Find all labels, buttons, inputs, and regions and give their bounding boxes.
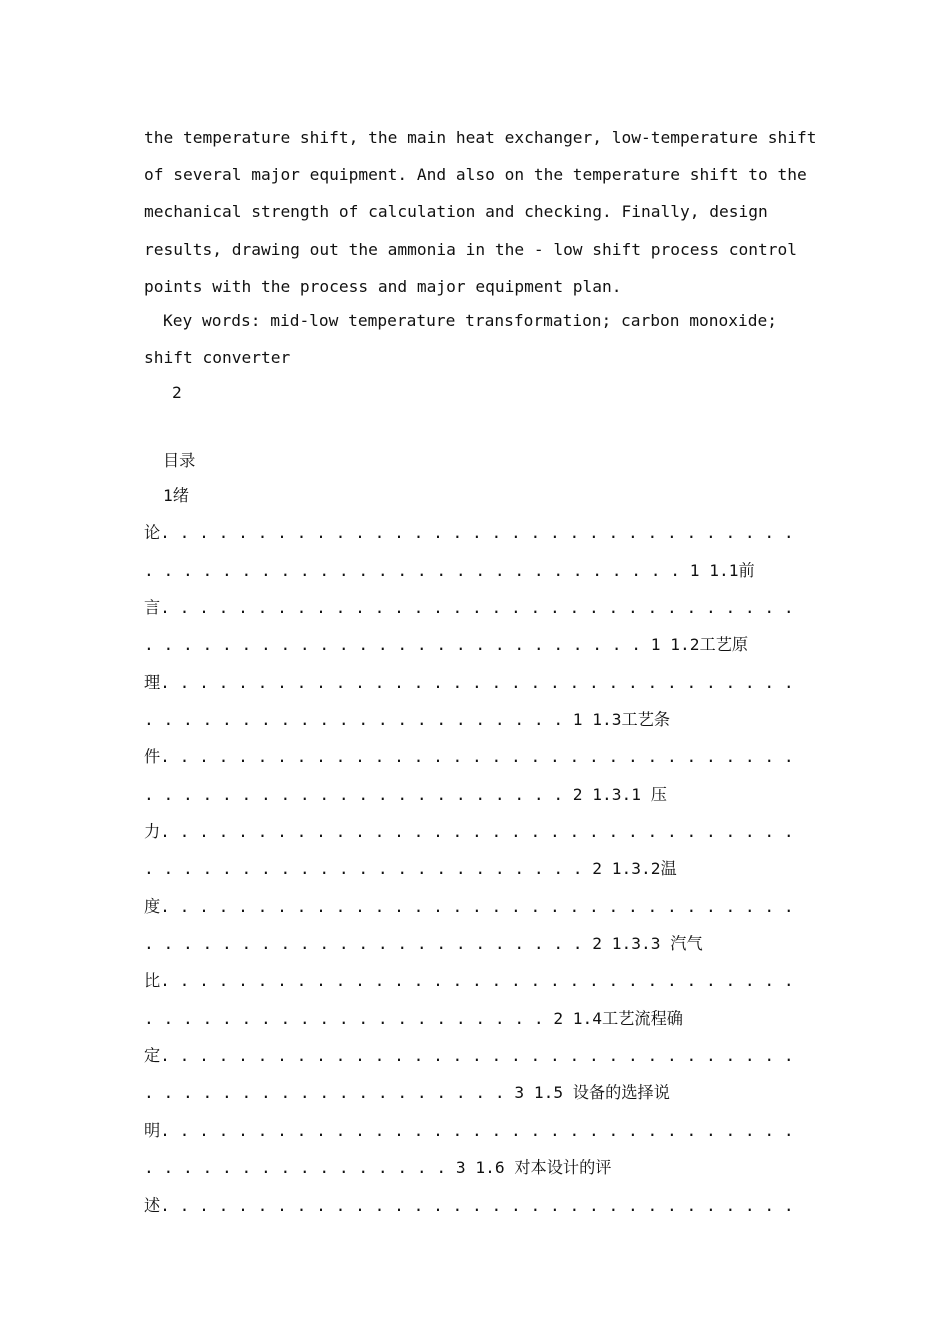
toc-line: 件. . . . . . . . . . . . . . . . . . . . . . . . . . . . . . . . .: [144, 747, 794, 766]
toc-line: . . . . . . . . . . . . . . . . . . . . . . . . . . 1 1.2工艺原: [144, 635, 749, 654]
abstract-line: the temperature shift, the main heat exchanger, low-temperature shift: [144, 128, 817, 147]
toc-line: . . . . . . . . . . . . . . . . . . . . . 2 1.4工艺流程确: [144, 1009, 683, 1028]
toc-line: 力. . . . . . . . . . . . . . . . . . . . . . . . . . . . . . . . .: [144, 822, 794, 841]
toc-line: 比. . . . . . . . . . . . . . . . . . . . . . . . . . . . . . . . .: [144, 971, 794, 990]
toc-line: 明. . . . . . . . . . . . . . . . . . . . . . . . . . . . . . . . .: [144, 1121, 794, 1140]
page-number: 2: [172, 383, 182, 402]
toc-line: . . . . . . . . . . . . . . . . 3 1.6 对本设计的评: [144, 1158, 612, 1177]
toc-line: 定. . . . . . . . . . . . . . . . . . . . . . . . . . . . . . . . .: [144, 1046, 794, 1065]
abstract-line: mechanical strength of calculation and checking. Finally, design: [144, 202, 768, 221]
abstract-line: of several major equipment. And also on the temperature shift to the: [144, 165, 807, 184]
toc-line: 理. . . . . . . . . . . . . . . . . . . . . . . . . . . . . . . . .: [144, 673, 794, 692]
toc-line: . . . . . . . . . . . . . . . . . . . 3 1.5 设备的选择说: [144, 1083, 670, 1102]
toc-line: . . . . . . . . . . . . . . . . . . . . . . 1 1.3工艺条: [144, 710, 671, 729]
keywords-line: Key words: mid-low temperature transformation; carbon monoxide;: [163, 311, 777, 330]
toc-line: 度. . . . . . . . . . . . . . . . . . . . . . . . . . . . . . . . .: [144, 897, 794, 916]
keywords-line: shift converter: [144, 348, 291, 367]
toc-line: 述. . . . . . . . . . . . . . . . . . . . . . . . . . . . . . . . .: [144, 1196, 794, 1215]
toc-line: . . . . . . . . . . . . . . . . . . . . . . . 2 1.3.3 汽气: [144, 934, 703, 953]
abstract-line: points with the process and major equipment plan.: [144, 277, 622, 296]
toc-line: . . . . . . . . . . . . . . . . . . . . . . . 2 1.3.2温: [144, 859, 677, 878]
toc-line: 言. . . . . . . . . . . . . . . . . . . . . . . . . . . . . . . . .: [144, 598, 794, 617]
toc-line: 论. . . . . . . . . . . . . . . . . . . . . . . . . . . . . . . . .: [144, 523, 794, 542]
toc-line: . . . . . . . . . . . . . . . . . . . . . . . . . . . . 1 1.1前: [144, 561, 755, 580]
toc-line: . . . . . . . . . . . . . . . . . . . . . . 2 1.3.1 压: [144, 785, 667, 804]
abstract-line: results, drawing out the ammonia in the - low shift process control: [144, 240, 797, 259]
toc-title: 目录: [163, 451, 196, 470]
toc-line: 1绪: [163, 486, 189, 505]
